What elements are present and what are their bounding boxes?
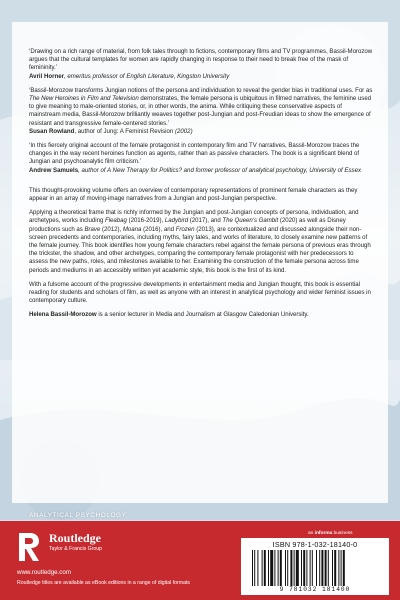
description-paragraph-1: This thought-provoking volume offers an overview of contemporary representations of prominent female characters as they appear in an array of moving-image narratives from a Jungian and post-Jungian perspective.	[29, 186, 358, 203]
desc2-text-4: (2020) as well as Disney productions such as	[29, 217, 346, 233]
informa-suffix: business	[332, 531, 353, 536]
endorsement-1-name: Avril Horner	[29, 72, 64, 80]
description-paragraph-2	[29, 209, 373, 275]
endorsement-2-quote-part-a: ‘Bassil-Morozow transforms Jungian notions of the persona and individuation to reveal the gender bias in traditional uses. For as	[29, 86, 373, 94]
endorsement-3-attribution	[29, 167, 373, 175]
desc2-text-3: (2017), and	[188, 217, 223, 225]
endorsement-1-attribution	[29, 73, 373, 81]
desc2-title-fleabag: Fleabag	[105, 217, 127, 225]
desc2-title-moana: Moana	[122, 225, 142, 233]
desc2-text-2: (2016-2019),	[126, 217, 165, 225]
desc2-title-frozen: Frozen	[175, 225, 195, 233]
informa-prefix: an	[308, 531, 315, 536]
endorsement-2-quote-title: The New Heroines in Film and Television	[29, 95, 139, 103]
informa-wordmark: informa	[314, 531, 333, 536]
author-bio-text: is a senior lecturer in Media and Journalism at Glasgow Caledonian University.	[96, 311, 309, 319]
endorsement-2-attribution	[29, 128, 373, 136]
desc2-text-6: (2016), and	[141, 225, 176, 233]
publisher-url[interactable]: www.routledge.com	[17, 569, 71, 576]
barcode-panel	[241, 538, 389, 595]
series-label: ANALYTICAL PSYCHOLOGY	[29, 512, 127, 519]
back-cover-text	[29, 48, 373, 320]
desc2-title-brave: Brave	[84, 225, 101, 233]
routledge-logo-icon	[16, 531, 42, 563]
isbn-text: ISBN 978-1-032-18140-0	[272, 540, 358, 549]
publisher-group: Taylor & Francis Group	[49, 546, 103, 552]
desc2-text-5: (2012),	[100, 225, 123, 233]
desc2-title-queens-gambit: The Queen’s Gambit	[222, 217, 279, 225]
endorsement-1-affiliation: , emeritus professor of English Literature, Kingston University	[64, 72, 230, 80]
ebook-note: Routledge titles are available as eBook editions in a range of digital formats	[17, 580, 191, 586]
barcode-digits: 9 781032 181400	[279, 586, 351, 593]
endorsement-2-year: (2002)	[174, 127, 193, 135]
desc2-text-7: (2013), are contextualized and discussed alongside their non-screen precedents and contemporaries, including myths, fairy tales, and works of literature, to closely examine new patterns of the female journey. This book identifies how young female characters rebel against the female persona of previous eras through the trickster, the shadow, and other archetypes, comparing the contemporary female protagonist with her predecessors to assess the new paths, roles, and milestones available to her. Examining the construction of the female persona across time periods and mediums in an accessibly written yet academic style, this book is the first of its kind.	[29, 225, 371, 274]
desc2-title-ladybird: Ladybird	[164, 217, 189, 225]
endorsement-3-affiliation: , author of A New Therapy for Politics? and former professor of analytical psychology, University of Essex	[78, 166, 362, 174]
endorsement-2-affiliation: , author of Jung: A Feminist Revision	[74, 127, 175, 135]
informa-business-label	[308, 531, 353, 536]
publisher-name: Routledge	[49, 531, 101, 545]
endorsement-2-quote-part-b: demonstrates, the female persona is ubiquitous in filmed narratives, the feminine used to give meaning to male-oriented stories, or, in other words, the anima. While critiquing these conservative aspects of mainstream media, Bassil-Morozow brilliantly weaves together post-Jungian and post-Freudian ideas to show the emergence of resistant and transgressive female-centered stories.’	[29, 95, 372, 127]
endorsement-2-quote	[29, 87, 373, 128]
desc2-text-1: Applying a theoretical frame that is richly informed by the Jungian and post-Jungian concepts of persona, individuation, and archetypes, works including	[29, 209, 359, 225]
author-name: Helena Bassil-Morozow	[29, 311, 97, 319]
barcode-icon	[252, 550, 378, 586]
endorsement-3-name: Andrew Samuels	[29, 166, 79, 174]
author-bio	[29, 311, 373, 319]
endorsement-1-quote: ‘Drawing on a rich range of material, from folk tales through to fictions, contemporary films and TV programmes, Bassil-Morozow argues that the cultural templates for women are rapidly changing in response to their need to break free of the mask of femininity.’	[29, 48, 373, 72]
endorsement-2-name: Susan Rowland	[29, 127, 75, 135]
endorsement-3-quote: ‘In this fiercely original account of the female protagonist in contemporary film and TV narratives, Bassil-Morozow traces the changes in the way recent heroines function as agents, rather than as passive characters. The book is a significant blend of Jungian and psychoanalytic film criticism.’	[29, 142, 360, 166]
description-paragraph-3: With a fulsome account of the progressive developments in entertainment media and Jungian thought, this book is essential reading for students and scholars of film, as well as anyone with an interest in analytical psychology and wider feminist issues in contemporary culture.	[29, 280, 371, 305]
